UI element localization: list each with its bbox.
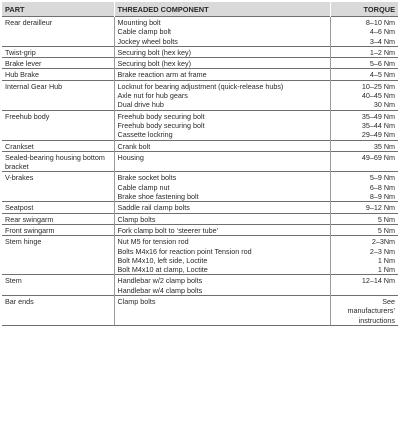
part-name: Front swingarm [5, 225, 55, 235]
header-component: THREADED COMPONENT [114, 2, 330, 17]
part-name: Seatpost [5, 203, 34, 213]
torque-value: 40–45 Nm [361, 91, 395, 101]
torque-value: 5–9 Nm [369, 173, 395, 183]
torque-value: 35–44 Nm [361, 120, 395, 130]
torque-value: 5 Nm [377, 214, 395, 224]
table-row [2, 110, 398, 140]
torque-value: 8–9 Nm [369, 192, 395, 202]
component: Bolts M4x16 for reaction point Tension rod [117, 246, 252, 256]
torque-value: 6–8 Nm [369, 182, 395, 192]
part-name: Hub Brake [5, 70, 39, 80]
component: Cable clamp nut [117, 182, 170, 192]
table-row [2, 58, 398, 69]
component: Housing [117, 152, 144, 162]
torque-value: 3–4 Nm [369, 36, 395, 46]
component: Brake reaction arm at frame [117, 70, 207, 80]
torque-value: 12–14 Nm [361, 276, 395, 286]
torque-value: 1 Nm [377, 265, 395, 275]
component: Dual drive hub [117, 100, 164, 110]
component: Crank bolt [117, 141, 151, 151]
component: Brake shoe fastening bolt [117, 192, 199, 202]
torque-value: 35–49 Nm [361, 111, 395, 121]
torque-value: 5 Nm [377, 225, 395, 235]
table-row [2, 172, 398, 202]
part-name: Internal Gear Hub [5, 81, 63, 91]
table-row [2, 17, 398, 47]
torque-value: 4–6 Nm [369, 27, 395, 37]
part-name: Rear derailleur [5, 18, 53, 27]
torque-value [334, 286, 396, 295]
part-name: Stem [5, 276, 22, 286]
component: Axle nut for hub gears [117, 91, 188, 101]
header-torque: TORQUE [330, 2, 398, 17]
component: Clamp bolts [117, 297, 156, 307]
torque-value: 2–3Nm [371, 237, 395, 247]
torque-table [2, 2, 398, 326]
component: Brake socket bolts [117, 173, 177, 183]
torque-value: 9–12 Nm [365, 203, 395, 213]
component: Jockey wheel bolts [117, 36, 178, 46]
part-name: Brake lever [5, 59, 42, 69]
table-row [2, 275, 398, 296]
table-row [2, 236, 398, 275]
torque-value: 1 Nm [377, 255, 395, 265]
table-row [2, 80, 398, 110]
component: Saddle rail clamp bolts [117, 203, 190, 213]
part-name: Bar ends [5, 297, 34, 307]
part-name: Freehub body [5, 111, 50, 121]
part-name: Crankset [5, 141, 34, 151]
component: Bolt M4x10 at clamp, Loctite [117, 265, 208, 275]
torque-value: 5–6 Nm [369, 59, 395, 69]
table-row [2, 213, 398, 224]
component: Handlebar w/4 clamp bolts [117, 285, 203, 295]
torque-value: 49–69 Nm [361, 152, 395, 162]
table-row [2, 46, 398, 57]
component: Freehub body securing bolt [117, 120, 205, 130]
torque-value: 10–25 Nm [361, 81, 395, 91]
torque-value: 30 Nm [373, 100, 395, 110]
torque-value: 2–3 Nm [369, 246, 395, 256]
component: Mounting bolt [117, 18, 161, 27]
torque-value: 29–49 Nm [361, 130, 395, 140]
table-row [2, 69, 398, 80]
component: Cable clamp bolt [117, 27, 172, 37]
table-row [2, 296, 398, 326]
table-row [2, 140, 398, 151]
component: Bolt M4x10, left side, Loctite [117, 255, 208, 265]
component: Cassette lockring [117, 130, 173, 140]
torque-value: 4–5 Nm [369, 70, 395, 80]
component: Handlebar w/2 clamp bolts [117, 276, 203, 286]
component: Locknut for bearing adjustment (quick-release hubs) [117, 81, 284, 91]
part-name: Rear swingarm [5, 214, 54, 224]
component: Securing bolt (hex key) [117, 59, 192, 69]
table-row [2, 202, 398, 213]
part-name: Sealed-bearing housing bottom bracket [5, 152, 105, 172]
torque-value: 35 Nm [373, 141, 395, 151]
component: Securing bolt (hex key) [117, 47, 192, 57]
part-name: Twist-grip [5, 47, 36, 57]
table-row [2, 151, 398, 172]
torque-value: See manufacturers’ instructions [347, 297, 395, 325]
part-name: Stem hinge [5, 237, 42, 247]
header-row [2, 2, 398, 17]
component: Fork clamp bolt to ‘steerer tube’ [117, 225, 219, 235]
header-part: PART [2, 2, 114, 17]
component: Nut M5 for tension rod [117, 237, 189, 247]
table-row [2, 224, 398, 235]
component: Freehub body securing bolt [117, 111, 205, 121]
torque-value: 1–2 Nm [369, 47, 395, 57]
part-name: V-brakes [5, 173, 34, 183]
component: Clamp bolts [117, 214, 156, 224]
torque-value: 8–10 Nm [365, 18, 395, 27]
